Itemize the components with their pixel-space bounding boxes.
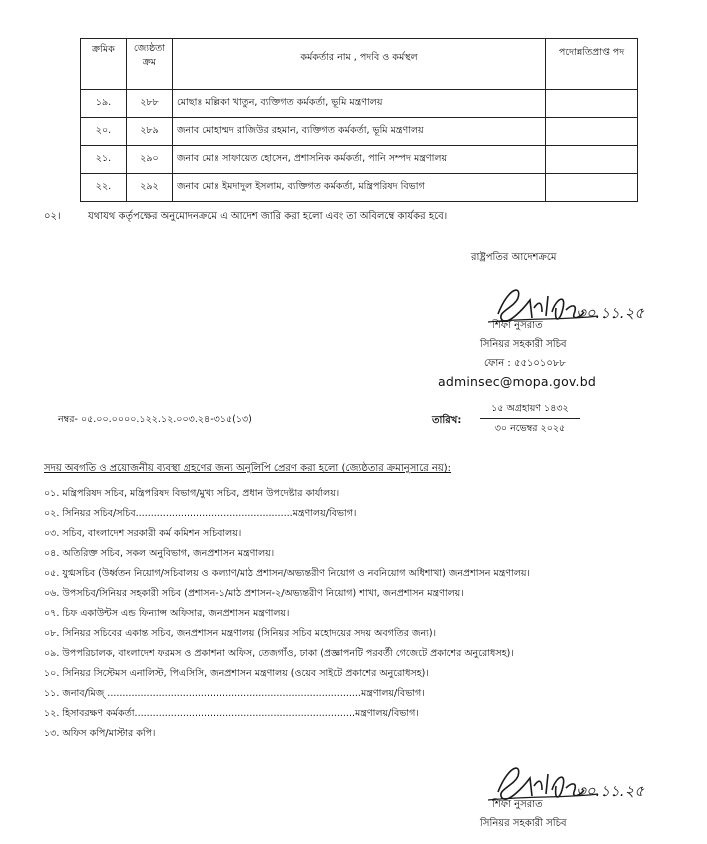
table-row: [81, 90, 638, 118]
table-row: [81, 174, 638, 202]
row-seniority: ২৯২: [126, 174, 172, 202]
header-serial: ক্রমিক: [81, 39, 127, 90]
header-name: কর্মকর্তার নাম , পদবি ও কর্মস্থল: [172, 39, 545, 90]
distribution-heading: সদয় অবগতি ও প্রয়োজনীয় ব্যবস্থা গ্রহণের জন্য অনুলিপি প্রেরণ করা হলো (জ্যেষ্ঠতার ক্রমানুসারে নয়):: [44, 463, 452, 474]
row-seniority: ২৮৯: [126, 118, 172, 146]
distribution-item: ০৮. সিনিয়র সচিবের একান্ত সচিব, জনপ্রশাসন মন্ত্রণালয় (সিনিয়র সচিব মহোদয়ের সদয় অবগতির জন্য)।: [44, 628, 436, 639]
clause-number: ০২।: [44, 211, 61, 222]
row-name: জনাব মোঃ ইমদাদুল ইসলাম, ব্যক্তিগত কর্মকর্তা, মন্ত্রিপরিষদ বিভাগ: [172, 174, 545, 202]
date-bangla: ১৫ অগ্রহায়ণ ১৪৩২: [491, 403, 569, 414]
row-post: [546, 90, 638, 118]
distribution-item: ১৩. অফিস কপি/মাস্টার কপি।: [44, 728, 156, 739]
row-serial: ২০.: [81, 118, 127, 146]
row-post: [546, 118, 638, 146]
row-serial: ২২.: [81, 174, 127, 202]
table-row: [81, 146, 638, 174]
signature-date: ৩০.১১.২৫: [576, 304, 644, 322]
signatory-phone: ফোন : ৫৫১০১০৮৮: [484, 358, 566, 369]
row-serial: ২১.: [81, 146, 127, 174]
clause-text: যথাযথ কর্তৃপক্ষের অনুমোদনক্রমে এ আদেশ জারি করা হলো এবং তা অবিলম্বে কার্যকর হবে।: [88, 211, 448, 222]
distribution-item: ১২. হিসাবরক্ষণ কর্মকর্তা.........................................................................মন্ত্রণালয়/বিভাগ।: [44, 708, 419, 719]
signatory-designation: সিনিয়র সহকারী সচিব: [480, 818, 567, 829]
distribution-item: ০৯. উপপরিচালক, বাংলাদেশ ফরমস ও প্রকাশনা অফিস, তেজগাঁও, ঢাকা (প্রজ্ঞাপনটি পরবর্তী গেজেটে প্রকাশের অনুরোধসহ)।: [44, 648, 514, 659]
row-post: [546, 174, 638, 202]
row-serial: ১৯.: [81, 90, 127, 118]
row-seniority: ২৮৮: [126, 90, 172, 118]
distribution-item: ০৩. সচিব, বাংলাদেশ সরকারী কর্ম কমিশন সচিবালয়।: [44, 528, 242, 539]
table-header-row: [81, 39, 638, 90]
distribution-item: ০৪. অতিরিক্ত সচিব, সকল অনুবিভাগ, জনপ্রশাসন মন্ত্রণালয়।: [44, 548, 275, 559]
distribution-item: ০৭. চিফ একাউন্টস এন্ড ফিন্যান্স অফিসার, জনপ্রশাসন মন্ত্রণালয়।: [44, 608, 290, 619]
header-post: পদোন্নতিপ্রাপ্ত পদ: [546, 39, 638, 90]
distribution-item: ০১. মন্ত্রিপরিষদ সচিব, মন্ত্রিপরিষদ বিভাগ/মুখ্য সচিব, প্রধান উপদেষ্টার কার্যালয়।: [44, 488, 340, 499]
row-post: [546, 146, 638, 174]
table-row: [81, 118, 638, 146]
distribution-item: ১০. সিনিয়র সিস্টেমস এনালিস্ট, পিএসিসি, জনপ্রশাসন মন্ত্রণালয় (ওয়েব সাইটে প্রকাশের অনুরোধসহ)।: [44, 668, 429, 679]
signatory-name: শিফা নুসরাত: [492, 799, 543, 810]
memo-number: নম্বর- ০৫.০০.০০০০.১২২.১২.০০৩.২৪-৩১৫(১৩): [58, 414, 252, 425]
header-seniority: জ্যেষ্ঠতা ক্রম: [126, 39, 172, 90]
distribution-item: ০২. সিনিয়র সচিব/সচিব....................................................মন্ত্রণালয়/বিভাগ।: [44, 508, 357, 519]
distribution-item: ০৫. যুগ্মসচিব (উর্ধ্বতন নিয়োগ/সচিবালয় ও কল্যাণ/মাঠ প্রশাসন/অভ্যন্তরীণ নিয়োগ ও নবনিয়োগ অধিশাখা) জনপ্রশাসন মন্ত্রণালয়।: [44, 568, 530, 579]
signatory-name: শিফা নুসরাত: [492, 320, 543, 331]
signature-date: ৩০.১১.২৫: [576, 782, 644, 800]
signatory-designation: সিনিয়র সহকারী সচিব: [480, 339, 567, 350]
date-english: ৩০ নভেম্বর ২০২৫: [480, 418, 580, 437]
distribution-item: ১১. জনাব/মিজ্ ....................................................................................মন্ত্রণালয়/বিভাগ।: [44, 688, 425, 699]
date-label: তারিখ:: [432, 415, 462, 426]
row-name: মোছাঃ মল্লিকা খাতুন, ব্যক্তিগত কর্মকর্তা, ভূমি মন্ত্রণালয়: [172, 90, 545, 118]
row-name: জনাব মোঃ সাফায়েত হোসেন, প্রশাসনিক কর্মকর্তা, পানি সম্পদ মন্ত্রণালয়: [172, 146, 545, 174]
row-seniority: ২৯০: [126, 146, 172, 174]
officers-table: [80, 38, 638, 202]
signatory-email: adminsec@mopa.gov.bd: [438, 374, 596, 389]
presidential-order: রাষ্ট্রপতির আদেশক্রমে: [471, 252, 557, 263]
row-name: জনাব মোহাম্মদ রাজিউর রহমান, ব্যক্তিগত কর্মকর্তা, ভূমি মন্ত্রণালয়: [172, 118, 545, 146]
distribution-item: ০৬. উপসচিব/সিনিয়র সহকারী সচিব (প্রশাসন-১/মাঠ প্রশাসন-২/অভ্যন্তরীণ নিয়োগ) শাখা, জনপ্রশাসন মন্ত্রণালয়।: [44, 588, 464, 599]
